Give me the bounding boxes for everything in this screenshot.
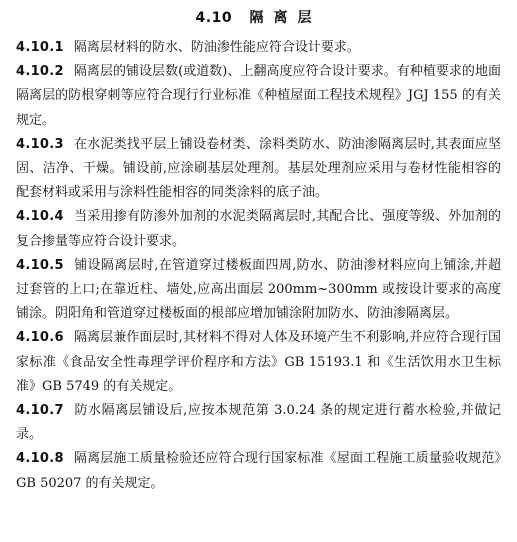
clause-number: 4.10.8 — [16, 451, 64, 467]
clause-number: 4.10.3 — [16, 136, 64, 152]
clause-4-10-5 — [16, 254, 501, 327]
clause-4-10-3 — [16, 133, 501, 206]
clause-text: 铺设隔离层时,在管道穿过楼板面四周,防水、防油渗材料应向上铺涂,并超过套管的上口;在靠近柱、墙处,应高出面层 200mm~300mm 或按设计要求的高度铺涂。阴阳角和管道穿过楼板面的根部应增加铺涂附加防水、防油渗隔离层。 — [16, 257, 501, 322]
clause-text: 在水泥类找平层上铺设卷材类、涂料类防水、防油渗隔离层时,其表面应坚固、洁净、干燥。铺设前,应涂刷基层处理剂。基层处理剂应采用与卷材性能相容的配套材料或采用与涂料性能相容的同类涂料的底子油。 — [16, 136, 501, 201]
section-number: 4.10 — [195, 10, 233, 26]
clause-text: 当采用掺有防渗外加剂的水泥类隔离层时,其配合比、强度等级、外加剂的复合掺量等应符合设计要求。 — [16, 209, 501, 249]
clause-number: 4.10.1 — [16, 40, 64, 55]
clause-4-10-7 — [16, 399, 501, 447]
clause-text: 防水隔离层铺设后,应按本规范第 3.0.24 条的规定进行蓄水检验,并做记录。 — [16, 403, 501, 443]
clause-number: 4.10.7 — [16, 403, 64, 419]
clause-4-10-6 — [16, 326, 501, 399]
clause-number: 4.10.2 — [16, 64, 64, 80]
clause-text: 隔离层兼作面层时,其材料不得对人体及环境产生不利影响,并应符合现行国家标准《食品安全性毒理学评价程序和方法》GB 15193.1 和《生活饮用水卫生标准》GB 5749 的有关规定。 — [16, 330, 501, 394]
section-heading — [16, 6, 501, 30]
clause-4-10-8 — [16, 447, 501, 495]
section-title: 隔离层 — [249, 10, 322, 26]
clause-text: 隔离层施工质量检验还应符合现行国家标准《屋面工程施工质量验收规范》GB 50207 的有关规定。 — [16, 451, 501, 491]
clause-number: 4.10.6 — [16, 330, 64, 346]
clause-text: 隔离层的铺设层数(或道数)、上翻高度应符合设计要求。有种植要求的地面隔离层的防根穿刺等应符合现行行业标准《种植屋面工程技术规程》JGJ 155 的有关规定。 — [16, 64, 501, 128]
clause-4-10-2 — [16, 60, 501, 133]
clause-4-10-1 — [16, 36, 501, 60]
clause-4-10-4 — [16, 205, 501, 253]
clause-number: 4.10.5 — [16, 257, 64, 273]
clause-number: 4.10.4 — [16, 209, 64, 225]
clause-text: 隔离层材料的防水、防油渗性能应符合设计要求。 — [73, 40, 360, 55]
